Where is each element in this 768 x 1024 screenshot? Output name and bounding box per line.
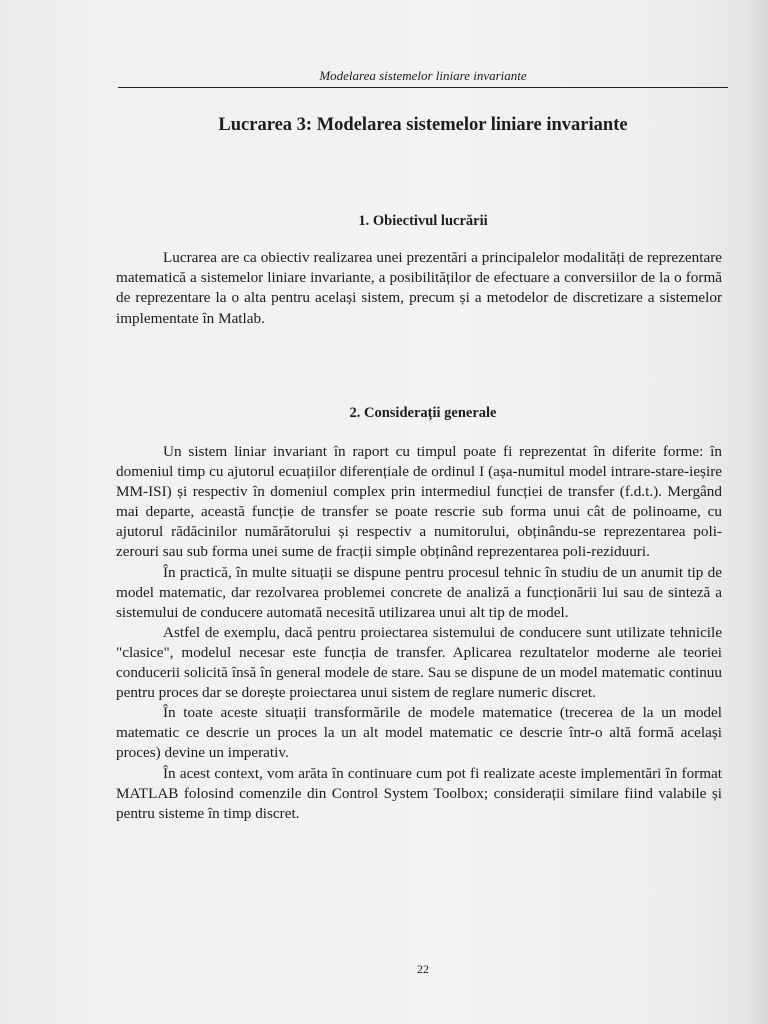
running-head: Modelarea sistemelor liniare invariante bbox=[319, 68, 527, 83]
section-2-paragraph: În toate aceste situații transformările de modele matematice (trecerea de la un model matematic ce descrie un proces la un alt model matematic ce descrie într-o altă formă același proces) devine un imperativ. bbox=[116, 704, 722, 762]
page-title: Lucrarea 3: Modelarea sistemelor liniare invariante bbox=[218, 115, 628, 135]
section-1-paragraph: Lucrarea are ca obiectiv realizarea unei prezentări a principalelor modalități de reprezentare matematică a sistemelor liniare invariante, a posibilităților de efectuare a conversiilor de la o formă de reprezentare la o alta pentru același sistem, precum și a metodelor de discretizare a sistemelor implementate în Matlab. bbox=[116, 249, 722, 327]
section-2-heading: 2. Considerații generale bbox=[349, 405, 497, 421]
section-2-paragraph: Astfel de exemplu, dacă pentru proiectarea sistemului de conducere sunt utilizate tehnicile "clasice", modelul necesar este funcția de transfer. Aplicarea rezultatelor moderne ale teoriei conducerii solicită însă în general modele de stare. Sau se dispune de un model matematic continuu pentru proces dar se dorește proiectarea unui sistem de reglare numeric discret. bbox=[116, 623, 722, 702]
section-2-paragraph: Un sistem liniar invariant în raport cu timpul poate fi reprezentat în diferite forme: în domeniul timp cu ajutorul ecuațiilor diferențiale de ordinul I (așa-numitul model intrare-stare-ieșire MM-ISI) și respectiv în domeniul complex prin intermediul funcției de transfer (f.d.t.). Mergând mai departe, această funcție de transfer se poate rescrie sub forma unui cât de polinoame, cu ajutorul rădăcinilor numărătorului și respectiv a numitorului, obținându-se reprezentarea poli-zerouri sau sub forma unei sume de fracții simple obținând reprezentarea poli-reziduuri. bbox=[116, 443, 722, 561]
page-edge-shadow bbox=[746, 0, 768, 1024]
section-2-paragraph: În practică, în multe situații se dispune pentru procesul tehnic în studiu de un anumit tip de model matematic, dar rezolvarea problemei concrete de analiză a funcționării lui sau de sinteză a sistemului de conducere automată necesită utilizarea unui alt tip de model. bbox=[116, 563, 722, 621]
page-number: 22 bbox=[417, 962, 429, 976]
section-2-paragraph: În acest context, vom arăta în continuare cum pot fi realizate aceste implementări în format MATLAB folosind comenzile din Control System Toolbox; considerații similare fiind valabile și pentru sisteme în timp discret. bbox=[116, 764, 722, 822]
header-rule bbox=[118, 87, 728, 88]
section-1-heading: 1. Obiectivul lucrării bbox=[358, 213, 488, 229]
section-2-body bbox=[116, 442, 722, 824]
